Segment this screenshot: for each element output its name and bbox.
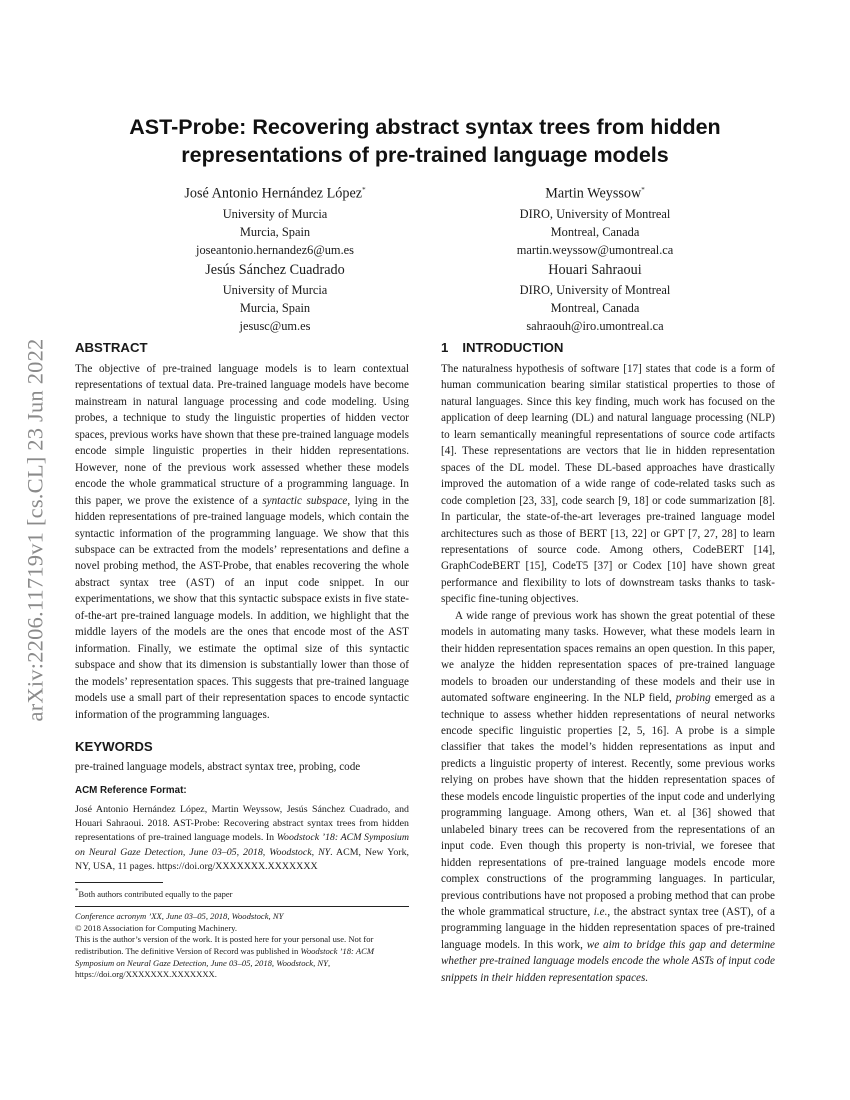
author-location: Montreal, Canada — [550, 301, 640, 315]
acm-reference-heading: ACM Reference Format: — [75, 785, 187, 797]
paper-title: AST-Probe: Recovering abstract syntax trees from hidden representations of pre-trained language models — [129, 115, 721, 167]
author-email: jesusc@um.es — [239, 319, 311, 333]
author-version-notice: This is the author’s version of the work. It is posted here for your personal use. Not for redistribution. The definitive Version of Record was published in Woodstock ’18: ACM Symposium on Neural Gaze Detection, June 03–05, 2018, Woodstock, NY, https://doi.org/XXXXXXX.XXXXXXX. — [75, 934, 374, 980]
author-name: Jesús Sánchez Cuadrado — [205, 262, 345, 278]
conference-acronym: Conference acronym ’XX, June 03–05, 2018, Woodstock, NY — [75, 911, 284, 922]
keywords-text: pre-trained language models, abstract syntax tree, probing, code — [75, 760, 361, 773]
author-affiliation: DIRO, University of Montreal — [519, 283, 671, 297]
equal-contribution-mark: * — [362, 186, 366, 194]
introduction-paragraph-2: A wide range of previous work has shown the great potential of these models in automating many tasks. However, what these models learn in their hidden representation spaces remains an open question. In this paper, we analyze the hidden representation spaces of pre-trained language models to broaden our understanding of these models and their use in automated software engineering. In the NLP field, probing emerged as a technique to assess whether hidden representations of neural networks encode specific linguistic properties [2, 5, 16]. A probe is a simple classifier that takes the model’s hidden representations as input and predicts a linguistic property of interest. Recently, some previous works relying on probes have shown that the hidden representation spaces of these models encode linguistic properties of the input code and underlying programming language. Among others, Wan et. al [36] showed that unlabeled binary trees can be recovered from the representations of an input code. Even though this property is non-trivial, we foresee that hidden representations of pre-trained language models encode more complex constructions of the programming languages. In particular, previous contributions have not proposed a probing method that can probe the whole grammatical structure, i.e., the abstract syntax tree (AST), of a programming language in the hidden representation spaces of pre-trained language models. In this work, we aim to bridge this gap and determine whether pre-trained language models encode the whole ASTs of input code snippets in their hidden representation spaces. — [441, 609, 775, 984]
conference-box-divider — [75, 906, 409, 907]
author-block-2 — [445, 180, 745, 259]
author-affiliation: University of Murcia — [222, 206, 328, 221]
introduction-paragraph-1: The naturalness hypothesis of software [17] states that code is a form of human communication bearing similar statistical properties to those of natural languages. Since this key finding, much work has focused on the application of deep learning (DL) and natural language processing (NLP) to learn semantically meaningful representations of source code artifacts [4]. These representations are vectors that lie in hidden representation spaces of the DL model. These DL-based approaches have drastically improved the automation of a wide range of code-related tasks such as code completion [23, 33], code search [9, 18] or code summarization [8]. In particular, the state-of-the-art leverages pre-trained language model architectures such as those of BERT [13, 22] or GPT [7, 27, 28] to learn representations of source code. Among others, CodeBERT [14], GraphCodeBERT [15], CodeT5 [37] or Codex [10] have shown great performance and flexibility to lots of downstream tasks thanks to task-specific fine-tuning objectives. — [441, 363, 775, 606]
introduction-heading: 1 INTRODUCTION — [441, 340, 564, 355]
author-email: sahraouh@iro.umontreal.ca — [526, 319, 664, 333]
author-email: joseantonio.hernandez6@um.es — [196, 242, 354, 257]
arxiv-stamp — [20, 290, 50, 770]
equal-contribution-mark: * — [641, 186, 645, 194]
copyright-line: © 2018 Association for Computing Machinery. — [75, 922, 238, 933]
keywords-heading: KEYWORDS — [75, 738, 153, 754]
author-location: Murcia, Spain — [239, 301, 311, 315]
abstract-heading: ABSTRACT — [75, 340, 148, 355]
author-name: Houari Sahraoui — [548, 262, 642, 278]
author-block-4 — [445, 260, 745, 335]
abstract-text: The objective of pre-trained language models is to learn contextual representations of textual data. Pre-trained language models have become mainstream in natural language processing and code modeling. Using probes, a technique to study the linguistic properties of hidden vector spaces, previous works have shown that these pre-trained language models encode simple linguistic properties in their hidden representations. However, none of the previous work assessed whether these models encode the whole grammatical structure of a programming language. In this paper, we prove the existence of a syntactic subspace, lying in the hidden representations of pre-trained language models, which contain the syntactic information of the programming language. We show that this subspace can be extracted from the models’ representations and define a novel probing method, the AST-Probe, that enables recovering the whole abstract syntax tree (AST) of an input code snippet. In our experimentations, we show that this syntactic subspace exists in five state-of-the-art pre-trained language models. In addition, we highlight that the middle layers of the models are the ones that encode most of the AST information. Finally, we estimate the optimal size of this syntactic subspace and show that its dimension is substantially lower than those of the models’ representation spaces. This suggests that pre-trained language models use a small part of their representation spaces to encode syntactic information of the programming languages. — [75, 363, 409, 721]
author-affiliation: University of Murcia — [222, 283, 328, 297]
footnote: *Both authors contributed equally to the paper — [75, 887, 233, 900]
left-column — [75, 340, 409, 981]
author-affiliation: DIRO, University of Montreal — [519, 206, 671, 221]
author-block-3 — [125, 260, 425, 335]
author-email: martin.weyssow@umontreal.ca — [516, 242, 674, 257]
right-column — [441, 340, 775, 986]
author-name: José Antonio Hernández López* — [184, 185, 366, 202]
arxiv-stamp-text: arXiv:2206.11719v1 [cs.CL] 23 Jun 2022 — [22, 338, 48, 722]
author-block-1 — [125, 180, 425, 259]
author-location: Murcia, Spain — [239, 224, 311, 239]
footnote-divider — [75, 882, 163, 883]
author-name: Martin Weyssow* — [545, 185, 645, 202]
author-location: Montreal, Canada — [550, 224, 640, 239]
acm-reference-text: José Antonio Hernández López, Martin Weyssow, Jesús Sánchez Cuadrado, and Houari Sahraoui. 2018. AST-Probe: Recovering abstract syntax trees from hidden representations of pre-trained language models. In Woodstock ’18: ACM Symposium on Neural Gaze Detection, June 03–05, 2018, Woodstock, NY. ACM, New York, NY, USA, 11 pages. https://doi.org/XXXXXXX.XXXXXXX — [75, 803, 409, 873]
